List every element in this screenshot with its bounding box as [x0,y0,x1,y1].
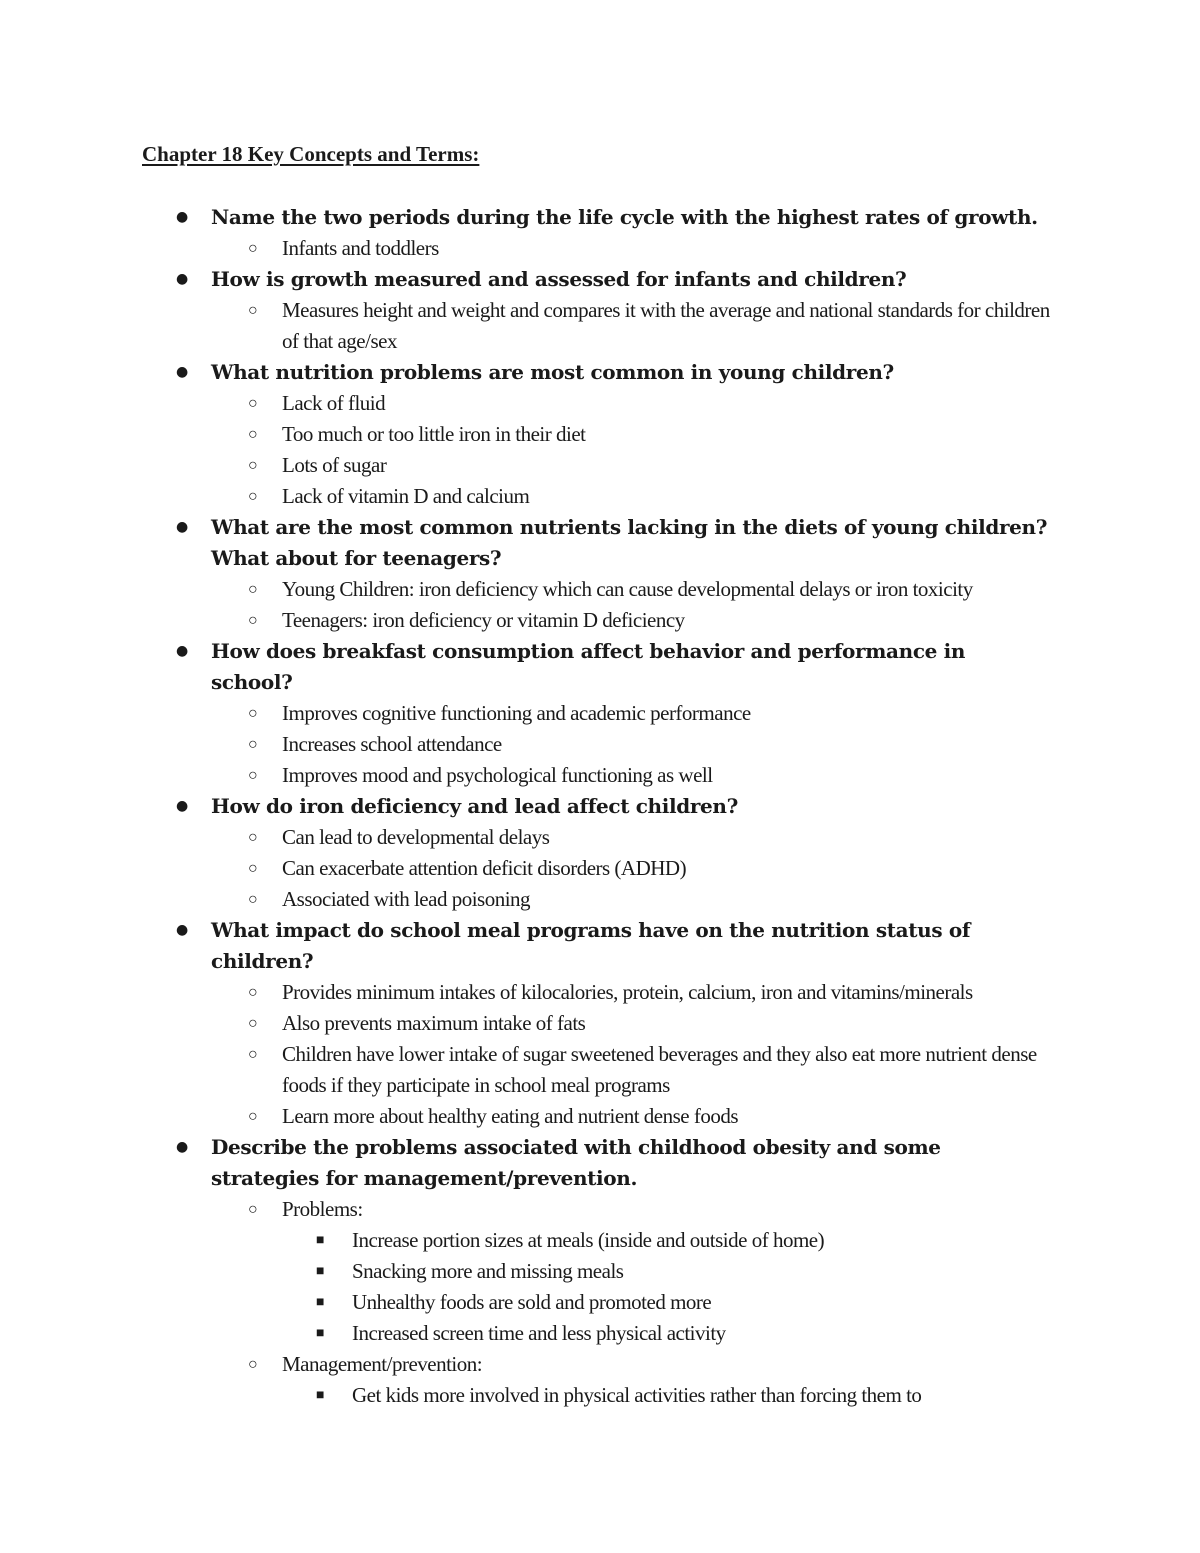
question-item [0,791,1200,822]
answer-item [0,605,1200,636]
bullet-square-icon: ■ [316,1388,324,1403]
bullet-dot-icon: ● [176,271,188,287]
bullet-dot-icon: ● [176,364,188,380]
bullet-square-icon: ■ [316,1264,324,1279]
bullet-circle-icon: ○ [248,829,258,846]
management-label: Management/prevention: [282,1352,483,1376]
answer-item [0,698,1200,729]
bullet-square-icon: ■ [316,1326,324,1341]
problems-label: Problems: [282,1197,363,1221]
answer-text: Young Children: iron deficiency which can cause developmental delays or iron toxicity [282,577,973,601]
sub-item [0,1380,1200,1411]
bullet-circle-icon: ○ [248,1201,258,1218]
answer-item [0,760,1200,791]
answer-text: Learn more about healthy eating and nutrient dense foods [282,1104,739,1128]
question-item [0,264,1200,295]
sub-item-text: Unhealthy foods are sold and promoted more [352,1290,712,1314]
bullet-dot-icon: ● [176,209,188,225]
sub-item-text: Get kids more involved in physical activities rather than forcing them to [352,1383,922,1407]
bullet-circle-icon: ○ [248,1046,258,1063]
answer-item [0,481,1200,512]
answer-item [0,450,1200,481]
bullet-circle-icon: ○ [248,395,258,412]
question-item [0,1132,1200,1194]
sub-item-text: Snacking more and missing meals [352,1259,624,1283]
answer-text: Too much or too little iron in their diet [282,422,586,446]
answer-item [0,388,1200,419]
question-text: Name the two periods during the life cycle with the highest rates of growth. [211,205,1038,229]
answer-text: Improves mood and psychological functioning as well [282,763,713,787]
answer-text: Infants and toddlers [282,236,439,260]
bullet-circle-icon: ○ [248,488,258,505]
question-item [0,512,1200,574]
answer-text: Can lead to developmental delays [282,825,550,849]
answer-text: Teenagers: iron deficiency or vitamin D deficiency [282,608,685,632]
answer-text: Lack of fluid [282,391,386,415]
answer-item [0,884,1200,915]
question-item [0,636,1200,698]
question-text: What impact do school meal programs have on the nutrition status of children? [211,918,971,973]
answer-item [0,295,1200,357]
answer-item [0,1349,1200,1380]
bullet-dot-icon: ● [176,643,188,659]
bullet-dot-icon: ● [176,519,188,535]
bullet-circle-icon: ○ [248,891,258,908]
answer-text: Can exacerbate attention deficit disorders (ADHD) [282,856,687,880]
answer-item [0,1101,1200,1132]
answer-text: Lots of sugar [282,453,387,477]
answer-text: Associated with lead poisoning [282,887,531,911]
answer-text: Improves cognitive functioning and academic performance [282,701,751,725]
bullet-circle-icon: ○ [248,705,258,722]
answer-text: Provides minimum intakes of kilocalories, protein, calcium, iron and vitamins/minerals [282,980,973,1004]
answer-text: Measures height and weight and compares it with the average and national standards for children of that age/sex [282,298,1050,353]
answer-item [0,1194,1200,1225]
bullet-circle-icon: ○ [248,457,258,474]
bullet-square-icon: ■ [316,1295,324,1310]
answer-item [0,1008,1200,1039]
key-concepts-list [0,202,1200,1411]
question-item [0,202,1200,233]
bullet-square-icon: ■ [316,1233,324,1248]
bullet-circle-icon: ○ [248,736,258,753]
bullet-circle-icon: ○ [248,1356,258,1373]
answer-item [0,977,1200,1008]
answer-item [0,822,1200,853]
question-text: What are the most common nutrients lacking in the diets of young children? What about for teenagers? [211,515,1048,570]
bullet-circle-icon: ○ [248,426,258,443]
bullet-circle-icon: ○ [248,1015,258,1032]
sub-item-text: Increased screen time and less physical activity [352,1321,726,1345]
answer-item [0,233,1200,264]
bullet-circle-icon: ○ [248,767,258,784]
question-text: What nutrition problems are most common in young children? [211,360,894,384]
question-text: How does breakfast consumption affect behavior and performance in school? [211,639,966,694]
answer-item [0,729,1200,760]
bullet-circle-icon: ○ [248,240,258,257]
bullet-circle-icon: ○ [248,984,258,1001]
answer-text: Children have lower intake of sugar sweetened beverages and they also eat more nutrient dense foods if they participate in school meal programs [282,1042,1037,1097]
answer-item [0,1039,1200,1101]
question-text: How do iron deficiency and lead affect children? [211,794,738,818]
bullet-dot-icon: ● [176,1139,188,1155]
bullet-circle-icon: ○ [248,860,258,877]
question-item [0,357,1200,388]
page-title: Chapter 18 Key Concepts and Terms: [142,142,480,166]
answer-item [0,419,1200,450]
answer-item [0,574,1200,605]
question-item [0,915,1200,977]
bullet-circle-icon: ○ [248,302,258,319]
bullet-dot-icon: ● [176,798,188,814]
answer-text: Increases school attendance [282,732,502,756]
sub-item [0,1318,1200,1349]
answer-text: Lack of vitamin D and calcium [282,484,530,508]
bullet-circle-icon: ○ [248,1108,258,1125]
answer-text: Also prevents maximum intake of fats [282,1011,586,1035]
bullet-circle-icon: ○ [248,581,258,598]
question-text: How is growth measured and assessed for infants and children? [211,267,907,291]
sub-item [0,1287,1200,1318]
sub-item [0,1256,1200,1287]
sub-item-text: Increase portion sizes at meals (inside and outside of home) [352,1228,825,1252]
answer-item [0,853,1200,884]
question-text: Describe the problems associated with childhood obesity and some strategies for management/prevention. [211,1135,941,1190]
bullet-dot-icon: ● [176,922,188,938]
sub-item [0,1225,1200,1256]
bullet-circle-icon: ○ [248,612,258,629]
